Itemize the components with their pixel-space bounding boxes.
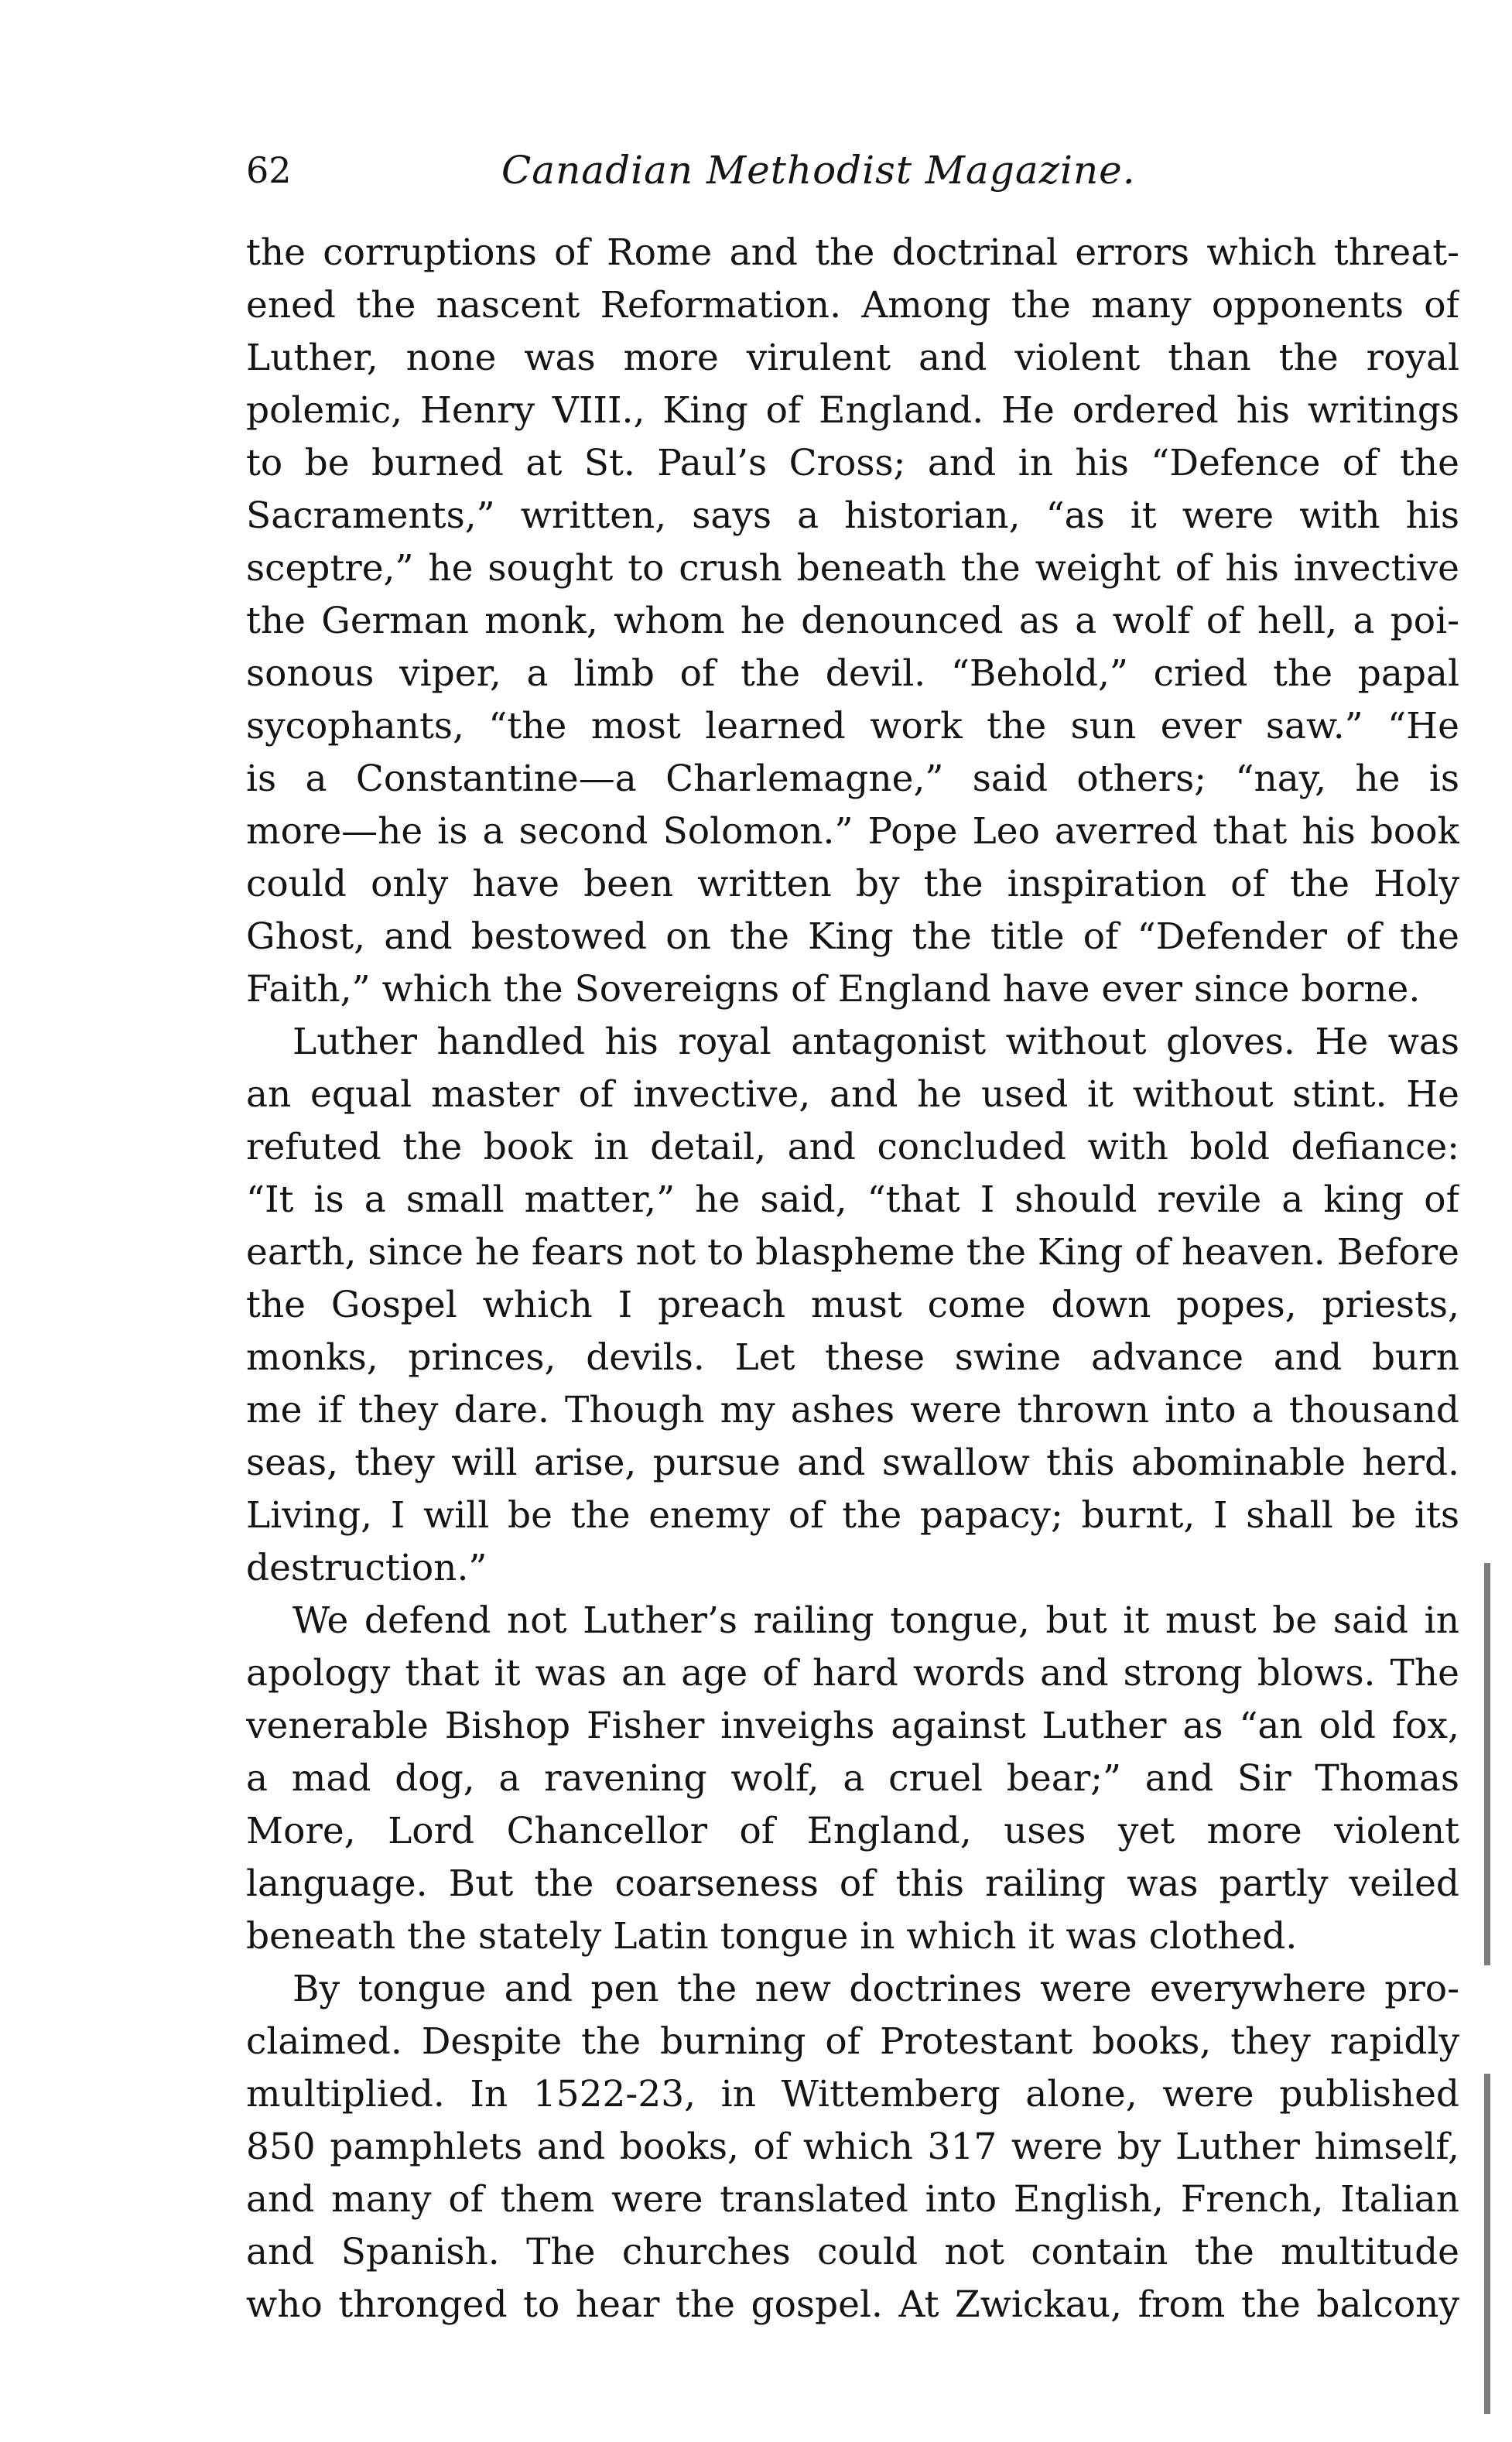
running-header (246, 139, 1453, 201)
text-line: Sacraments,” written, says a historian, “as it were with his (246, 494, 1459, 537)
text-line: earth, since he fears not to blaspheme the King of heaven. Before (246, 1231, 1459, 1274)
text-line: “It is a small matter,” he said, “that I should revile a king of (246, 1178, 1459, 1221)
text-line: me if they dare. Though my ashes were thrown into a thousand (246, 1389, 1459, 1431)
text-line: more—he is a second Solomon.” Pope Leo averred that his book (246, 810, 1459, 853)
text-line: a mad dog, a ravening wolf, a cruel bear;” and Sir Thomas (246, 1757, 1459, 1800)
text-line: apology that it was an age of hard words and strong blows. The (246, 1652, 1459, 1695)
text-line: ened the nascent Reformation. Among the many opponents of (246, 284, 1459, 327)
text-line: claimed. Despite the burning of Protestant books, they rapidly (246, 2020, 1459, 2063)
text-line: venerable Bishop Fisher inveighs against Luther as “an old fox, (246, 1705, 1459, 1747)
paragraph-end-line: destruction.” (246, 1547, 487, 1589)
scan-edge-mark (1484, 2074, 1490, 2414)
text-line: multiplied. In 1522-23, in Wittemberg alone, were published (246, 2073, 1459, 2115)
text-line: More, Lord Chancellor of England, uses yet more violent (246, 1810, 1459, 1852)
text-line: to be burned at St. Paul’s Cross; and in his “Defence of the (246, 442, 1459, 484)
text-line: 850 pamphlets and books, of which 317 were by Luther himself, (246, 2126, 1459, 2168)
text-line: language. But the coarseness of this railing was partly veiled (246, 1862, 1459, 1905)
text-line: Ghost, and bestowed on the King the title of “Defender of the (246, 915, 1459, 958)
paragraph-start-line: We defend not Luther’s railing tongue, but it must be said in (292, 1599, 1459, 1642)
text-line: the corruptions of Rome and the doctrinal errors which threat- (246, 231, 1459, 274)
text-line: seas, they will arise, pursue and swallow this abominable herd. (246, 1442, 1459, 1484)
text-line: sycophants, “the most learned work the sun ever saw.” “He (246, 705, 1459, 747)
text-line: sonous viper, a limb of the devil. “Behold,” cried the papal (246, 652, 1459, 695)
text-line: who thronged to hear the gospel. At Zwickau, from the balcony (246, 2283, 1459, 2326)
paragraph-end-line: Faith,” which the Sovereigns of England have ever since borne. (246, 968, 1421, 1011)
text-line: sceptre,” he sought to crush beneath the weight of his invective (246, 547, 1459, 590)
text-line: an equal master of invective, and he used it without stint. He (246, 1073, 1459, 1116)
text-line: is a Constantine—a Charlemagne,” said others; “nay, he is (246, 758, 1459, 800)
text-line: and Spanish. The churches could not contain the multitude (246, 2231, 1459, 2273)
text-line: and many of them were translated into English, French, Italian (246, 2178, 1459, 2221)
text-line: monks, princes, devils. Let these swine advance and burn (246, 1336, 1459, 1379)
text-line: refuted the book in detail, and concluded with bold defiance: (246, 1126, 1459, 1168)
text-line: Luther, none was more virulent and violent than the royal (246, 337, 1459, 379)
paragraph-start-line: By tongue and pen the new doctrines were everywhere pro- (292, 1968, 1459, 2010)
scan-edge-mark (1484, 1563, 1490, 1965)
body-text (246, 227, 1459, 2331)
text-line: Living, I will be the enemy of the papacy; burnt, I shall be its (246, 1494, 1459, 1537)
text-line: could only have been written by the inspiration of the Holy (246, 863, 1459, 905)
paragraph-start-line: Luther handled his royal antagonist without gloves. He was (292, 1021, 1459, 1063)
paragraph-end-line: beneath the stately Latin tongue in which it was clothed. (246, 1915, 1298, 1958)
text-line: the German monk, whom he denounced as a wolf of hell, a poi- (246, 600, 1459, 642)
running-title: Canadian Methodist Magazine. (501, 148, 1136, 193)
page-number: 62 (246, 149, 292, 191)
text-line: polemic, Henry VIII., King of England. He ordered his writings (246, 389, 1459, 432)
text-line: the Gospel which I preach must come down popes, priests, (246, 1284, 1459, 1326)
